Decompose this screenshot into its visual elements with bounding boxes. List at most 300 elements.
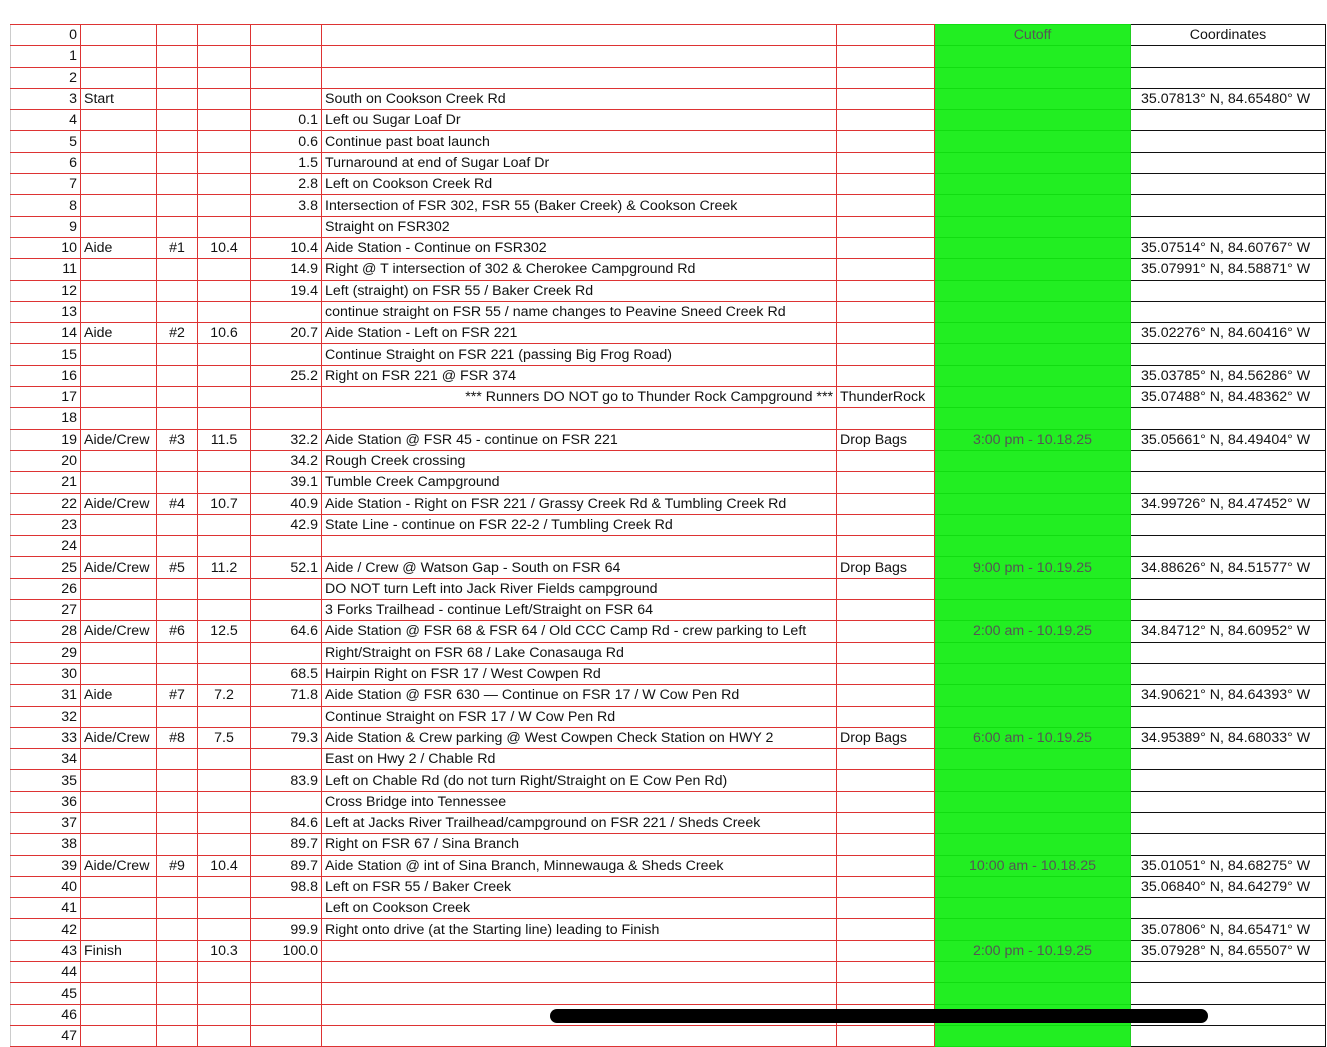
station-number-cell[interactable]	[157, 110, 198, 131]
cutoff-cell[interactable]	[935, 685, 1131, 706]
leg-distance-cell[interactable]	[198, 472, 251, 493]
direction-cell[interactable]: Rough Creek crossing	[322, 450, 837, 471]
station-number-cell[interactable]: #2	[157, 323, 198, 344]
coordinates-cell[interactable]	[1131, 514, 1326, 535]
leg-distance-cell[interactable]	[198, 834, 251, 855]
note-cell[interactable]	[837, 919, 935, 940]
coordinates-cell[interactable]: 34.88626° N, 84.51577° W	[1131, 557, 1326, 578]
row-number-cell[interactable]: 29	[11, 642, 81, 663]
note-cell[interactable]	[837, 259, 935, 280]
note-cell[interactable]	[837, 791, 935, 812]
station-number-cell[interactable]	[157, 174, 198, 195]
cutoff-cell[interactable]	[935, 237, 1131, 258]
type-cell[interactable]	[81, 131, 157, 152]
leg-distance-cell[interactable]: 11.2	[198, 557, 251, 578]
type-cell[interactable]	[81, 259, 157, 280]
cutoff-cell[interactable]	[935, 834, 1131, 855]
cutoff-cell[interactable]	[935, 408, 1131, 429]
type-cell[interactable]	[81, 344, 157, 365]
type-cell[interactable]	[81, 152, 157, 173]
coordinates-cell[interactable]	[1131, 898, 1326, 919]
coordinates-cell[interactable]	[1131, 770, 1326, 791]
note-cell[interactable]	[837, 195, 935, 216]
type-cell[interactable]	[81, 962, 157, 983]
cutoff-cell[interactable]	[935, 600, 1131, 621]
cumulative-mileage-cell[interactable]	[251, 642, 322, 663]
leg-distance-cell[interactable]: 10.4	[198, 237, 251, 258]
row-number-cell[interactable]: 31	[11, 685, 81, 706]
cutoff-cell[interactable]	[935, 983, 1131, 1004]
cutoff-cell[interactable]	[935, 770, 1131, 791]
leg-distance-cell[interactable]	[198, 898, 251, 919]
coordinates-cell[interactable]	[1131, 812, 1326, 833]
leg-distance-cell[interactable]: 11.5	[198, 429, 251, 450]
cumulative-mileage-cell[interactable]	[251, 301, 322, 322]
direction-cell[interactable]: Aide / Crew @ Watson Gap - South on FSR 64	[322, 557, 837, 578]
type-cell[interactable]: Start	[81, 88, 157, 109]
note-cell[interactable]	[837, 365, 935, 386]
cutoff-cell[interactable]: 6:00 am - 10.19.25	[935, 727, 1131, 748]
leg-distance-cell[interactable]	[198, 1025, 251, 1046]
row-number-cell[interactable]: 45	[11, 983, 81, 1004]
station-number-cell[interactable]	[157, 67, 198, 88]
station-number-cell[interactable]: #7	[157, 685, 198, 706]
station-number-cell[interactable]	[157, 962, 198, 983]
cutoff-cell[interactable]: 2:00 am - 10.19.25	[935, 621, 1131, 642]
station-number-cell[interactable]	[157, 365, 198, 386]
row-number-cell[interactable]: 5	[11, 131, 81, 152]
type-cell[interactable]	[81, 216, 157, 237]
direction-cell[interactable]: East on Hwy 2 / Chable Rd	[322, 749, 837, 770]
coordinates-cell[interactable]	[1131, 174, 1326, 195]
direction-cell[interactable]: Right onto drive (at the Starting line) leading to Finish	[322, 919, 837, 940]
cutoff-cell[interactable]	[935, 812, 1131, 833]
leg-distance-cell[interactable]: 10.6	[198, 323, 251, 344]
cutoff-cell[interactable]	[935, 88, 1131, 109]
cumulative-mileage-cell[interactable]	[251, 536, 322, 557]
note-cell[interactable]: ThunderRock	[837, 387, 935, 408]
leg-distance-cell[interactable]: 7.5	[198, 727, 251, 748]
station-number-cell[interactable]	[157, 88, 198, 109]
station-number-cell[interactable]	[157, 834, 198, 855]
leg-distance-cell[interactable]	[198, 25, 251, 46]
direction-cell[interactable]: 3 Forks Trailhead - continue Left/Straight on FSR 64	[322, 600, 837, 621]
type-cell[interactable]: Aide/Crew	[81, 855, 157, 876]
cutoff-cell[interactable]: 2:00 pm - 10.19.25	[935, 940, 1131, 961]
direction-cell[interactable]: Continue past boat launch	[322, 131, 837, 152]
cumulative-mileage-cell[interactable]: 89.7	[251, 855, 322, 876]
cutoff-cell[interactable]	[935, 919, 1131, 940]
note-cell[interactable]	[837, 642, 935, 663]
note-cell[interactable]	[837, 344, 935, 365]
type-cell[interactable]: Finish	[81, 940, 157, 961]
note-cell[interactable]	[837, 706, 935, 727]
station-number-cell[interactable]	[157, 791, 198, 812]
note-cell[interactable]	[837, 493, 935, 514]
type-cell[interactable]	[81, 301, 157, 322]
direction-cell[interactable]: State Line - continue on FSR 22-2 / Tumbling Creek Rd	[322, 514, 837, 535]
type-cell[interactable]	[81, 706, 157, 727]
coordinates-cell[interactable]: 35.07991° N, 84.58871° W	[1131, 259, 1326, 280]
direction-cell[interactable]: Left on Chable Rd (do not turn Right/Straight on E Cow Pen Rd)	[322, 770, 837, 791]
note-cell[interactable]	[837, 174, 935, 195]
cumulative-mileage-cell[interactable]: 79.3	[251, 727, 322, 748]
cumulative-mileage-cell[interactable]: 68.5	[251, 663, 322, 684]
station-number-cell[interactable]	[157, 749, 198, 770]
cutoff-cell[interactable]	[935, 642, 1131, 663]
type-cell[interactable]	[81, 600, 157, 621]
coordinates-cell[interactable]: 35.02276° N, 84.60416° W	[1131, 323, 1326, 344]
cumulative-mileage-cell[interactable]	[251, 706, 322, 727]
note-cell[interactable]	[837, 876, 935, 897]
leg-distance-cell[interactable]	[198, 408, 251, 429]
row-number-cell[interactable]: 0	[11, 25, 81, 46]
horizontal-scrollbar[interactable]	[550, 1009, 1208, 1023]
leg-distance-cell[interactable]	[198, 770, 251, 791]
leg-distance-cell[interactable]	[198, 365, 251, 386]
type-cell[interactable]	[81, 174, 157, 195]
cumulative-mileage-cell[interactable]	[251, 749, 322, 770]
coordinates-cell[interactable]	[1131, 663, 1326, 684]
cutoff-header[interactable]: Cutoff	[935, 25, 1131, 46]
coordinates-cell[interactable]: 35.07813° N, 84.65480° W	[1131, 88, 1326, 109]
coordinates-cell[interactable]	[1131, 834, 1326, 855]
direction-cell[interactable]	[322, 962, 837, 983]
direction-cell[interactable]: Right/Straight on FSR 68 / Lake Conasauga Rd	[322, 642, 837, 663]
row-number-cell[interactable]: 44	[11, 962, 81, 983]
note-cell[interactable]	[837, 600, 935, 621]
station-number-cell[interactable]	[157, 25, 198, 46]
row-number-cell[interactable]: 4	[11, 110, 81, 131]
cutoff-cell[interactable]	[935, 259, 1131, 280]
station-number-cell[interactable]	[157, 898, 198, 919]
cutoff-cell[interactable]: 10:00 am - 10.18.25	[935, 855, 1131, 876]
row-number-cell[interactable]: 7	[11, 174, 81, 195]
leg-distance-cell[interactable]	[198, 578, 251, 599]
cumulative-mileage-cell[interactable]	[251, 408, 322, 429]
leg-distance-cell[interactable]	[198, 259, 251, 280]
type-cell[interactable]	[81, 770, 157, 791]
cumulative-mileage-cell[interactable]: 25.2	[251, 365, 322, 386]
cutoff-cell[interactable]	[935, 962, 1131, 983]
station-number-cell[interactable]	[157, 344, 198, 365]
coordinates-cell[interactable]: 35.07514° N, 84.60767° W	[1131, 237, 1326, 258]
leg-distance-cell[interactable]	[198, 663, 251, 684]
cumulative-mileage-cell[interactable]	[251, 46, 322, 67]
cumulative-mileage-cell[interactable]: 32.2	[251, 429, 322, 450]
cumulative-mileage-cell[interactable]	[251, 898, 322, 919]
row-number-cell[interactable]: 41	[11, 898, 81, 919]
station-number-cell[interactable]	[157, 408, 198, 429]
row-number-cell[interactable]: 13	[11, 301, 81, 322]
cutoff-cell[interactable]	[935, 67, 1131, 88]
cumulative-mileage-cell[interactable]: 89.7	[251, 834, 322, 855]
type-cell[interactable]: Aide/Crew	[81, 429, 157, 450]
row-number-cell[interactable]: 11	[11, 259, 81, 280]
coordinates-cell[interactable]	[1131, 301, 1326, 322]
leg-distance-cell[interactable]	[198, 1004, 251, 1025]
row-number-cell[interactable]: 19	[11, 429, 81, 450]
station-number-cell[interactable]	[157, 152, 198, 173]
cutoff-cell[interactable]	[935, 131, 1131, 152]
row-number-cell[interactable]: 14	[11, 323, 81, 344]
leg-distance-cell[interactable]	[198, 301, 251, 322]
note-cell[interactable]	[837, 237, 935, 258]
leg-distance-cell[interactable]	[198, 195, 251, 216]
type-cell[interactable]	[81, 834, 157, 855]
cumulative-mileage-cell[interactable]: 34.2	[251, 450, 322, 471]
cutoff-cell[interactable]	[935, 174, 1131, 195]
row-number-cell[interactable]: 23	[11, 514, 81, 535]
row-number-cell[interactable]: 26	[11, 578, 81, 599]
cumulative-mileage-cell[interactable]: 20.7	[251, 323, 322, 344]
cutoff-cell[interactable]	[935, 578, 1131, 599]
station-number-cell[interactable]	[157, 706, 198, 727]
type-cell[interactable]: Aide/Crew	[81, 557, 157, 578]
cutoff-cell[interactable]	[935, 749, 1131, 770]
cutoff-cell[interactable]	[935, 514, 1131, 535]
cumulative-mileage-cell[interactable]	[251, 983, 322, 1004]
type-cell[interactable]	[81, 25, 157, 46]
leg-distance-cell[interactable]	[198, 642, 251, 663]
station-number-cell[interactable]	[157, 301, 198, 322]
note-cell[interactable]: Drop Bags	[837, 429, 935, 450]
cutoff-cell[interactable]	[935, 301, 1131, 322]
coordinates-cell[interactable]	[1131, 983, 1326, 1004]
station-number-cell[interactable]	[157, 770, 198, 791]
leg-distance-cell[interactable]	[198, 67, 251, 88]
note-cell[interactable]	[837, 472, 935, 493]
direction-cell[interactable]: Right on FSR 221 @ FSR 374	[322, 365, 837, 386]
note-cell[interactable]	[837, 621, 935, 642]
coordinates-cell[interactable]: 35.07488° N, 84.48362° W	[1131, 387, 1326, 408]
note-cell[interactable]	[837, 749, 935, 770]
type-cell[interactable]	[81, 919, 157, 940]
cutoff-cell[interactable]	[935, 216, 1131, 237]
cumulative-mileage-cell[interactable]	[251, 1004, 322, 1025]
cumulative-mileage-cell[interactable]: 40.9	[251, 493, 322, 514]
direction-cell[interactable]: Left on FSR 55 / Baker Creek	[322, 876, 837, 897]
coordinates-cell[interactable]	[1131, 344, 1326, 365]
cutoff-cell[interactable]	[935, 876, 1131, 897]
leg-distance-cell[interactable]	[198, 152, 251, 173]
direction-cell[interactable]: Cross Bridge into Tennessee	[322, 791, 837, 812]
station-number-cell[interactable]: #8	[157, 727, 198, 748]
row-number-cell[interactable]: 3	[11, 88, 81, 109]
direction-cell[interactable]	[322, 408, 837, 429]
type-cell[interactable]: Aide	[81, 323, 157, 344]
note-cell[interactable]	[837, 408, 935, 429]
cutoff-cell[interactable]	[935, 450, 1131, 471]
cumulative-mileage-cell[interactable]: 2.8	[251, 174, 322, 195]
cutoff-cell[interactable]	[935, 110, 1131, 131]
cumulative-mileage-cell[interactable]: 0.1	[251, 110, 322, 131]
coordinates-cell[interactable]: 35.03785° N, 84.56286° W	[1131, 365, 1326, 386]
note-cell[interactable]	[837, 131, 935, 152]
cumulative-mileage-cell[interactable]	[251, 791, 322, 812]
note-cell[interactable]	[837, 898, 935, 919]
leg-distance-cell[interactable]	[198, 280, 251, 301]
leg-distance-cell[interactable]	[198, 450, 251, 471]
direction-cell[interactable]	[322, 536, 837, 557]
coordinates-cell[interactable]	[1131, 152, 1326, 173]
note-cell[interactable]	[837, 834, 935, 855]
cumulative-mileage-cell[interactable]: 98.8	[251, 876, 322, 897]
coordinates-cell[interactable]	[1131, 791, 1326, 812]
coordinates-cell[interactable]	[1131, 472, 1326, 493]
cumulative-mileage-cell[interactable]	[251, 344, 322, 365]
leg-distance-cell[interactable]	[198, 706, 251, 727]
row-number-cell[interactable]: 1	[11, 46, 81, 67]
station-number-cell[interactable]	[157, 642, 198, 663]
station-number-cell[interactable]: #5	[157, 557, 198, 578]
cutoff-cell[interactable]	[935, 344, 1131, 365]
type-cell[interactable]	[81, 387, 157, 408]
row-number-cell[interactable]: 17	[11, 387, 81, 408]
station-number-cell[interactable]	[157, 514, 198, 535]
row-number-cell[interactable]: 20	[11, 450, 81, 471]
cumulative-mileage-cell[interactable]	[251, 216, 322, 237]
leg-distance-cell[interactable]	[198, 216, 251, 237]
direction-cell[interactable]: Left (straight) on FSR 55 / Baker Creek Rd	[322, 280, 837, 301]
row-number-cell[interactable]: 46	[11, 1004, 81, 1025]
leg-distance-cell[interactable]: 10.7	[198, 493, 251, 514]
cumulative-mileage-cell[interactable]	[251, 962, 322, 983]
cumulative-mileage-cell[interactable]: 10.4	[251, 237, 322, 258]
row-number-cell[interactable]: 27	[11, 600, 81, 621]
coordinates-cell[interactable]	[1131, 131, 1326, 152]
direction-cell[interactable]: Intersection of FSR 302, FSR 55 (Baker Creek) & Cookson Creek	[322, 195, 837, 216]
direction-cell[interactable]: DO NOT turn Left into Jack River Fields campground	[322, 578, 837, 599]
station-number-cell[interactable]	[157, 280, 198, 301]
leg-distance-cell[interactable]: 7.2	[198, 685, 251, 706]
direction-cell[interactable]	[322, 46, 837, 67]
station-number-cell[interactable]	[157, 472, 198, 493]
leg-distance-cell[interactable]: 10.3	[198, 940, 251, 961]
direction-cell[interactable]	[322, 940, 837, 961]
direction-cell[interactable]: Aide Station @ FSR 45 - continue on FSR 221	[322, 429, 837, 450]
leg-distance-cell[interactable]	[198, 536, 251, 557]
coordinates-cell[interactable]	[1131, 536, 1326, 557]
note-cell[interactable]	[837, 812, 935, 833]
coordinates-cell[interactable]	[1131, 706, 1326, 727]
row-number-cell[interactable]: 8	[11, 195, 81, 216]
note-cell[interactable]	[837, 110, 935, 131]
direction-cell[interactable]: Tumble Creek Campground	[322, 472, 837, 493]
leg-distance-cell[interactable]	[198, 791, 251, 812]
direction-cell[interactable]: Aide Station @ int of Sina Branch, Minnewauga & Sheds Creek	[322, 855, 837, 876]
cutoff-cell[interactable]	[935, 365, 1131, 386]
note-cell[interactable]	[837, 280, 935, 301]
cumulative-mileage-cell[interactable]: 99.9	[251, 919, 322, 940]
cutoff-cell[interactable]	[935, 280, 1131, 301]
row-number-cell[interactable]: 2	[11, 67, 81, 88]
station-number-cell[interactable]	[157, 131, 198, 152]
station-number-cell[interactable]	[157, 663, 198, 684]
cutoff-cell[interactable]	[935, 791, 1131, 812]
note-cell[interactable]	[837, 152, 935, 173]
station-number-cell[interactable]: #1	[157, 237, 198, 258]
type-cell[interactable]	[81, 578, 157, 599]
leg-distance-cell[interactable]	[198, 344, 251, 365]
row-number-cell[interactable]: 47	[11, 1025, 81, 1046]
type-cell[interactable]	[81, 472, 157, 493]
direction-cell[interactable]: Aide Station - Left on FSR 221	[322, 323, 837, 344]
direction-cell[interactable]: Left ou Sugar Loaf Dr	[322, 110, 837, 131]
row-number-cell[interactable]: 25	[11, 557, 81, 578]
cumulative-mileage-cell[interactable]: 64.6	[251, 621, 322, 642]
row-number-cell[interactable]: 28	[11, 621, 81, 642]
type-cell[interactable]	[81, 110, 157, 131]
cutoff-cell[interactable]	[935, 152, 1131, 173]
direction-cell[interactable]: Aide Station & Crew parking @ West Cowpen Check Station on HWY 2	[322, 727, 837, 748]
coordinates-cell[interactable]	[1131, 110, 1326, 131]
row-number-cell[interactable]: 21	[11, 472, 81, 493]
cumulative-mileage-cell[interactable]	[251, 88, 322, 109]
type-cell[interactable]	[81, 408, 157, 429]
cutoff-cell[interactable]	[935, 493, 1131, 514]
leg-distance-cell[interactable]	[198, 110, 251, 131]
coordinates-cell[interactable]	[1131, 749, 1326, 770]
coordinates-cell[interactable]: 34.95389° N, 84.68033° W	[1131, 727, 1326, 748]
cumulative-mileage-cell[interactable]	[251, 67, 322, 88]
coordinates-cell[interactable]: 35.01051° N, 84.68275° W	[1131, 855, 1326, 876]
type-cell[interactable]	[81, 663, 157, 684]
row-number-cell[interactable]: 38	[11, 834, 81, 855]
coordinates-cell[interactable]	[1131, 642, 1326, 663]
cumulative-mileage-cell[interactable]: 0.6	[251, 131, 322, 152]
note-cell[interactable]	[837, 536, 935, 557]
direction-cell[interactable]: South on Cookson Creek Rd	[322, 88, 837, 109]
type-cell[interactable]	[81, 67, 157, 88]
row-number-cell[interactable]: 9	[11, 216, 81, 237]
direction-cell[interactable]: Right @ T intersection of 302 & Cherokee Campground Rd	[322, 259, 837, 280]
direction-cell[interactable]: Continue Straight on FSR 17 / W Cow Pen Rd	[322, 706, 837, 727]
note-cell[interactable]	[837, 1025, 935, 1046]
coordinates-cell[interactable]	[1131, 450, 1326, 471]
coordinates-cell[interactable]	[1131, 408, 1326, 429]
type-cell[interactable]	[81, 195, 157, 216]
row-number-cell[interactable]: 40	[11, 876, 81, 897]
note-cell[interactable]	[837, 46, 935, 67]
row-number-cell[interactable]: 42	[11, 919, 81, 940]
coordinates-cell[interactable]	[1131, 216, 1326, 237]
type-cell[interactable]	[81, 876, 157, 897]
coordinates-cell[interactable]	[1131, 280, 1326, 301]
cumulative-mileage-cell[interactable]: 19.4	[251, 280, 322, 301]
coordinates-cell[interactable]	[1131, 600, 1326, 621]
note-cell[interactable]	[837, 67, 935, 88]
coordinates-cell[interactable]	[1131, 1025, 1326, 1046]
note-cell[interactable]	[837, 663, 935, 684]
note-cell[interactable]	[837, 962, 935, 983]
type-cell[interactable]	[81, 1004, 157, 1025]
leg-distance-cell[interactable]	[198, 600, 251, 621]
direction-cell[interactable]: Aide Station - Right on FSR 221 / Grassy Creek Rd & Tumbling Creek Rd	[322, 493, 837, 514]
station-number-cell[interactable]: #9	[157, 855, 198, 876]
leg-distance-cell[interactable]	[198, 88, 251, 109]
coordinates-cell[interactable]	[1131, 46, 1326, 67]
cumulative-mileage-cell[interactable]: 39.1	[251, 472, 322, 493]
row-number-cell[interactable]: 16	[11, 365, 81, 386]
note-cell[interactable]	[837, 25, 935, 46]
station-number-cell[interactable]	[157, 578, 198, 599]
cumulative-mileage-cell[interactable]	[251, 600, 322, 621]
note-cell[interactable]: Drop Bags	[837, 557, 935, 578]
note-cell[interactable]: Drop Bags	[837, 727, 935, 748]
direction-cell[interactable]	[322, 25, 837, 46]
cumulative-mileage-cell[interactable]	[251, 25, 322, 46]
